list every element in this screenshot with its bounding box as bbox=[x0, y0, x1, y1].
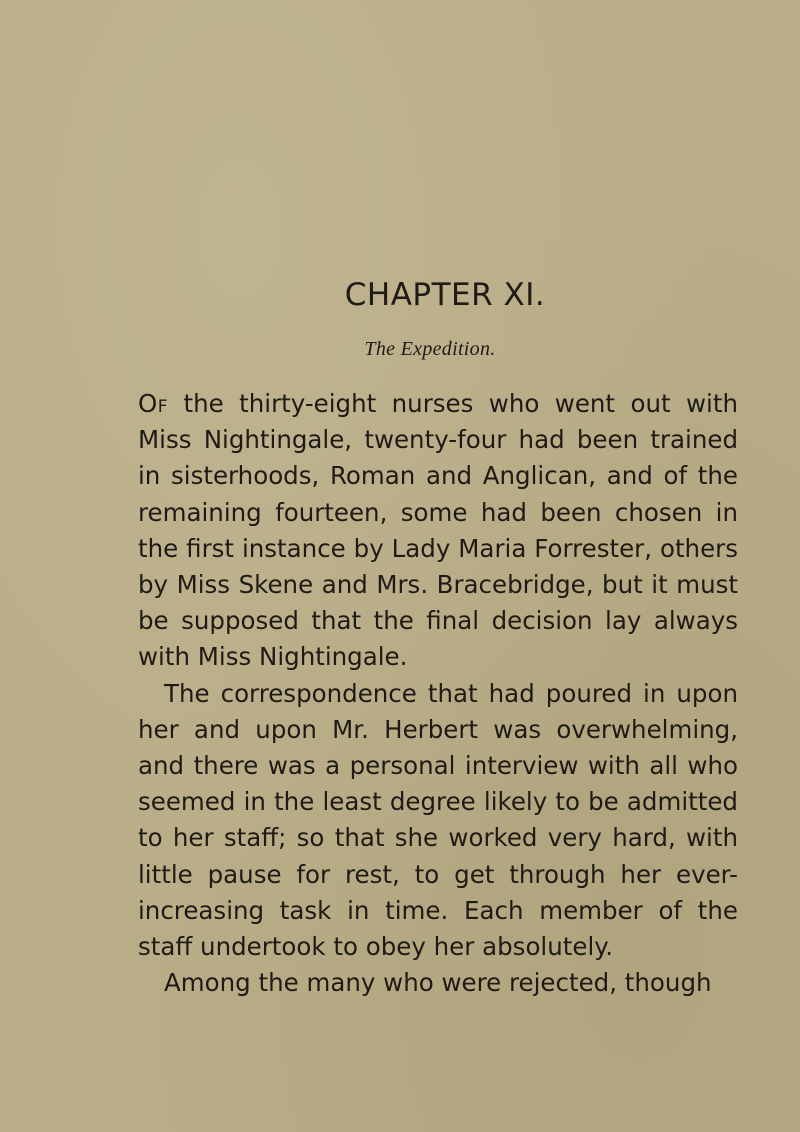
paragraph-1-text: the thirty-eight nurses who went out with Miss Nightingale, twenty-four had been trained in sisterhoods, Roman and Anglican, and of the remaining fourteen, some had been chosen in the first instance by Lady Maria Forrester, others by Miss Skene and Mrs. Bracebridge, but it must be supposed that the final decision lay always with Miss Nightingale. bbox=[138, 389, 738, 672]
chapter-heading: CHAPTER XI. bbox=[344, 277, 546, 313]
paragraph-2: The correspondence that had poured in upon her and upon Mr. Herbert was overwhelming, and there was a personal interview with all who seemed in the least degree likely to be admitted to her staff; so that she worked very hard, with little pause for rest, to get through her ever-increasing task in time. Each member of the staff undertook to obey her absolutely. bbox=[138, 678, 738, 962]
paragraph-1 bbox=[138, 386, 738, 676]
chapter-body bbox=[138, 386, 738, 1001]
paragraph-3: Among the many who were rejected, though bbox=[164, 968, 712, 998]
chapter-subtitle: The Expedition. bbox=[364, 338, 496, 360]
paragraph-1-lead-word: Of bbox=[138, 389, 169, 418]
